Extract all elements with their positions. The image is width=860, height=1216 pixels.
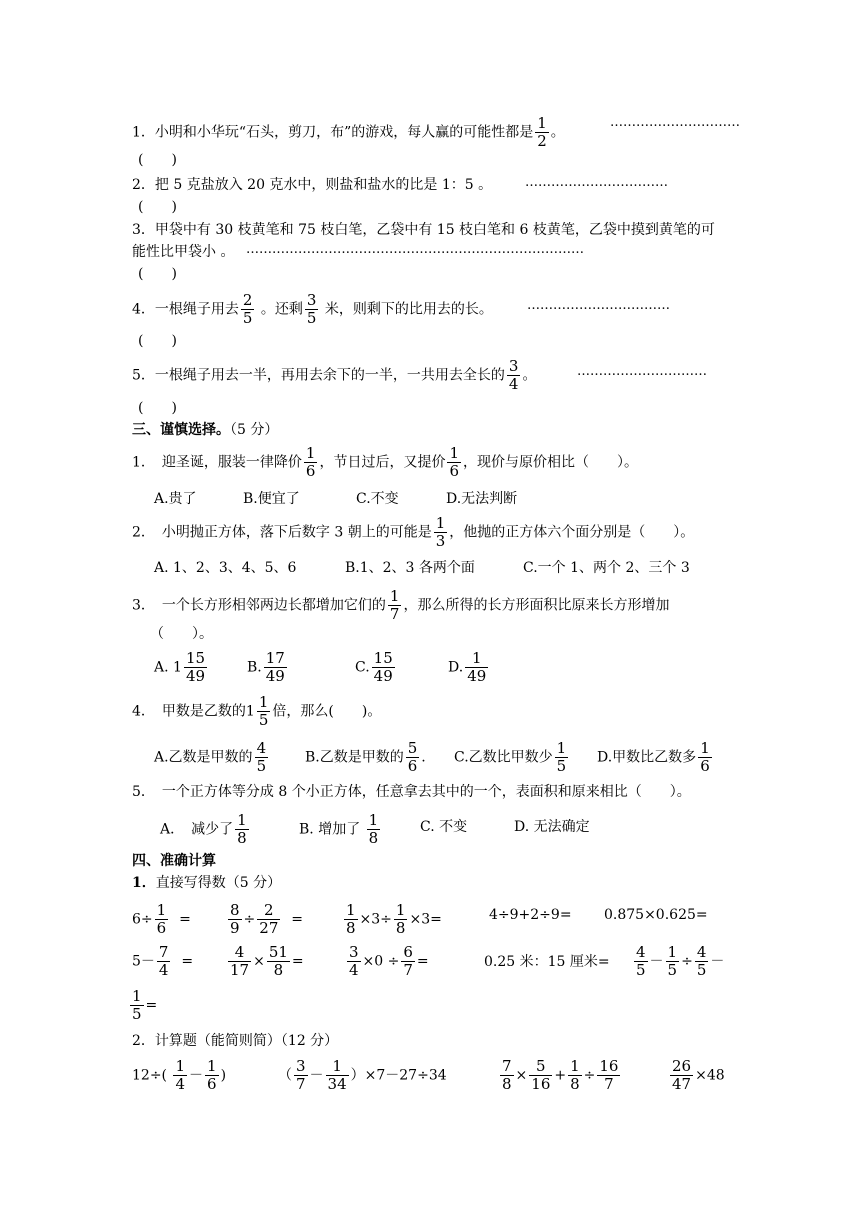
fraction: $\frac{15}{49}$ xyxy=(373,649,393,685)
option-d[interactable]: D.甲数比乙数多 $\frac{1}{6}$ xyxy=(597,739,710,775)
fraction: $\frac{3}{4}$ xyxy=(349,943,359,979)
calc-item: 12÷( $\frac{1}{4}$ － $\frac{1}{6}$ ) xyxy=(132,1057,227,1093)
fraction: $\frac{2}{5}$ xyxy=(242,291,253,327)
calc-item: $\frac{4}{5}$ － $\frac{1}{5}$ ÷ $\frac{4}{5}$ － xyxy=(636,943,725,979)
option-a[interactable]: A. 1、2、3、4、5、6 xyxy=(154,560,297,576)
answer-blank[interactable]: ( ) xyxy=(138,152,177,168)
fraction: $\frac{4}{5}$ xyxy=(256,739,267,775)
fraction: $\frac{1}{6}$ xyxy=(700,739,710,775)
fraction: $\frac{3}{5}$ xyxy=(306,291,317,327)
option-c[interactable]: C.一个 1、两个 2、三个 3 xyxy=(523,560,690,576)
fraction: $\frac{5}{16}$ xyxy=(531,1057,551,1093)
dot-leader: ………………………… xyxy=(610,115,740,130)
option-d[interactable]: D.无法判断 xyxy=(446,491,518,507)
fraction: $\frac{2}{27}$ xyxy=(259,901,279,937)
part-1-heading: 1．直接写得数（5 分） xyxy=(132,875,282,891)
section-3-heading: 三、谨慎选择。（5 分） xyxy=(132,422,279,438)
fraction: $\frac{1}{2}$ xyxy=(537,114,547,150)
option-c[interactable]: C. $\frac{15}{49}$ xyxy=(355,649,393,685)
option-a[interactable]: A.乙数是甲数的 $\frac{4}{5}$ xyxy=(154,739,267,775)
option-b[interactable]: B. $\frac{17}{49}$ xyxy=(247,649,285,685)
fraction: $\frac{1}{7}$ xyxy=(389,587,400,623)
answer-blank[interactable]: ( ) xyxy=(138,333,177,349)
fraction: $\frac{1}{6}$ xyxy=(449,444,460,480)
calc-item: $\frac{1}{8}$ ×3÷ $\frac{1}{8}$ ×3= xyxy=(346,901,442,937)
fraction: $\frac{1}{49}$ xyxy=(467,649,487,685)
calc-item: $\frac{3}{4}$ ×0 ÷ $\frac{6}{7}$ = xyxy=(349,943,429,979)
calc-item-continued: $\frac{1}{5}$ = xyxy=(132,987,158,1023)
option-b[interactable]: B.乙数是甲数的 $\frac{5}{6}$ . xyxy=(305,739,426,775)
fraction: $\frac{8}{9}$ xyxy=(230,901,240,937)
fraction: $\frac{7}{4}$ xyxy=(158,943,169,979)
fraction: $\frac{1}{5}$ xyxy=(258,693,269,729)
choice-q5: 5． 一个正方体等分成 8 个小正方体，任意拿去其中的一个，表面积和原来相比（ ）。 xyxy=(132,784,691,800)
dot-leader: ………………………… xyxy=(577,364,707,379)
fraction: $\frac{1}{8}$ xyxy=(395,901,406,937)
judge-q3-line2: 能性比甲袋小 。 xyxy=(132,244,235,260)
section-4-heading: 四、准确计算 xyxy=(132,853,216,869)
judge-q1: 1．小明和小华玩“石头，剪刀，布”的游戏，每人赢的可能性都是 $\frac{1}{2}$ 。 xyxy=(132,114,565,150)
dot-leader: …………………………… xyxy=(527,298,670,313)
option-d[interactable]: D. $\frac{1}{49}$ xyxy=(448,649,487,685)
judge-q2: 2．把 5 克盐放入 20 克水中，则盐和盐水的比是 1：5 。 xyxy=(132,177,493,193)
option-b[interactable]: B.便宜了 xyxy=(243,491,300,507)
choice-q3-line2: （ ）。 xyxy=(150,626,213,642)
answer-blank[interactable]: ( ) xyxy=(138,199,177,215)
calc-item: $\frac{26}{47}$ ×48 xyxy=(672,1057,725,1093)
fraction: $\frac{1}{3}$ xyxy=(435,514,446,550)
fraction: $\frac{1}{34}$ xyxy=(327,1057,347,1093)
option-c[interactable]: C.乙数比甲数少 $\frac{1}{5}$ xyxy=(454,739,567,775)
option-a[interactable]: A． 减少了 $\frac{1}{8}$ xyxy=(160,811,247,847)
option-b[interactable]: B. 增加了 $\frac{1}{8}$ xyxy=(299,811,379,847)
fraction: $\frac{1}{6}$ xyxy=(207,1057,217,1093)
answer-blank[interactable]: ( ) xyxy=(138,266,177,282)
fraction: $\frac{4}{17}$ xyxy=(230,943,250,979)
fraction: $\frac{1}{8}$ xyxy=(346,901,356,937)
calc-item: （ $\frac{3}{7}$ － $\frac{1}{34}$ ）×7－27÷34 xyxy=(278,1057,447,1093)
option-a[interactable]: A.贵了 xyxy=(154,491,197,507)
calc-item: 0.875×0.625= xyxy=(604,907,708,923)
option-d[interactable]: D. 无法确定 xyxy=(514,819,590,835)
fraction: $\frac{1}{5}$ xyxy=(556,739,567,775)
judge-q3-line1: 3．甲袋中有 30 枝黄笔和 75 枝白笔，乙袋中有 15 枝白笔和 6 枝黄笔，乙袋中摸到黄笔的可 xyxy=(132,222,715,238)
fraction: $\frac{6}{7}$ xyxy=(403,943,413,979)
fraction: $\frac{1}{6}$ xyxy=(305,444,316,480)
calc-item: 6÷ $\frac{1}{6}$ = xyxy=(132,901,191,937)
fraction: $\frac{26}{47}$ xyxy=(672,1057,692,1093)
fraction: $\frac{5}{6}$ xyxy=(407,739,418,775)
fraction: $\frac{15}{49}$ xyxy=(185,649,206,685)
fraction: $\frac{3}{4}$ xyxy=(508,357,519,393)
calc-item: 0.25 米：15 厘米= xyxy=(484,954,610,970)
calc-item: 5－ $\frac{7}{4}$ = xyxy=(132,943,194,979)
part-2-heading: 2．计算题（能简则简）（12 分） xyxy=(132,1033,339,1049)
fraction: $\frac{4}{5}$ xyxy=(636,943,646,979)
fraction: $\frac{17}{49}$ xyxy=(265,649,285,685)
option-c[interactable]: C.不变 xyxy=(356,491,399,507)
dot-leader: …………………………… xyxy=(525,175,668,190)
calc-item: $\frac{8}{9}$ ÷ $\frac{2}{27}$ = xyxy=(230,901,304,937)
choice-q1: 1． 迎圣诞，服装一律降价 $\frac{1}{6}$ ，节日过后，又提价 $\frac{1}{6}$ ，现价与原价相比（ ）。 xyxy=(132,444,639,480)
fraction: $\frac{7}{8}$ xyxy=(502,1057,512,1093)
fraction: $\frac{1}{4}$ xyxy=(175,1057,186,1093)
dot-leader: …………………………………………………………………… xyxy=(246,242,584,257)
option-c[interactable]: C. 不变 xyxy=(420,819,468,835)
fraction: $\frac{4}{5}$ xyxy=(696,943,707,979)
answer-blank[interactable]: ( ) xyxy=(138,400,177,416)
calc-item: 4÷9+2÷9= xyxy=(489,907,572,923)
calc-item: $\frac{7}{8}$ × $\frac{5}{16}$ + $\frac{1}{8}$ ÷ $\frac{16}{7}$ xyxy=(502,1057,619,1093)
choice-q4: 4． 甲数是乙数的1 $\frac{1}{5}$ 倍，那么( )。 xyxy=(132,693,382,729)
option-a[interactable]: A. 1 $\frac{15}{49}$ xyxy=(154,649,206,685)
fraction: $\frac{3}{7}$ xyxy=(296,1057,306,1093)
fraction: $\frac{1}{8}$ xyxy=(570,1057,580,1093)
option-b[interactable]: B.1、2、3 各两个面 xyxy=(345,560,475,576)
fraction: $\frac{1}{8}$ xyxy=(237,811,247,847)
fraction: $\frac{1}{6}$ xyxy=(156,901,167,937)
judge-q4: 4．一根绳子用去 $\frac{2}{5}$ 。还剩 $\frac{3}{5}$ 米，则剩下的比用去的长。 xyxy=(132,291,493,327)
fraction: $\frac{51}{8}$ xyxy=(268,943,288,979)
choice-q3: 3． 一个长方形相邻两边长都增加它们的 $\frac{1}{7}$ ，那么所得的长方形面积比原来长方形增加 xyxy=(132,587,670,623)
fraction: $\frac{1}{5}$ xyxy=(132,987,142,1023)
fraction: $\frac{16}{7}$ xyxy=(599,1057,619,1093)
calc-item: $\frac{4}{17}$ × $\frac{51}{8}$ = xyxy=(230,943,304,979)
choice-q2: 2． 小明抛正方体，落下后数字 3 朝上的可能是 $\frac{1}{3}$ ，他抛的正方体六个面分别是（ ）。 xyxy=(132,514,695,550)
judge-q5: 5．一根绳子用去一半，再用去余下的一半，一共用去全长的 $\frac{3}{4}$ 。 xyxy=(132,357,537,393)
fraction: $\frac{1}{5}$ xyxy=(667,943,678,979)
fraction: $\frac{1}{8}$ xyxy=(368,811,379,847)
